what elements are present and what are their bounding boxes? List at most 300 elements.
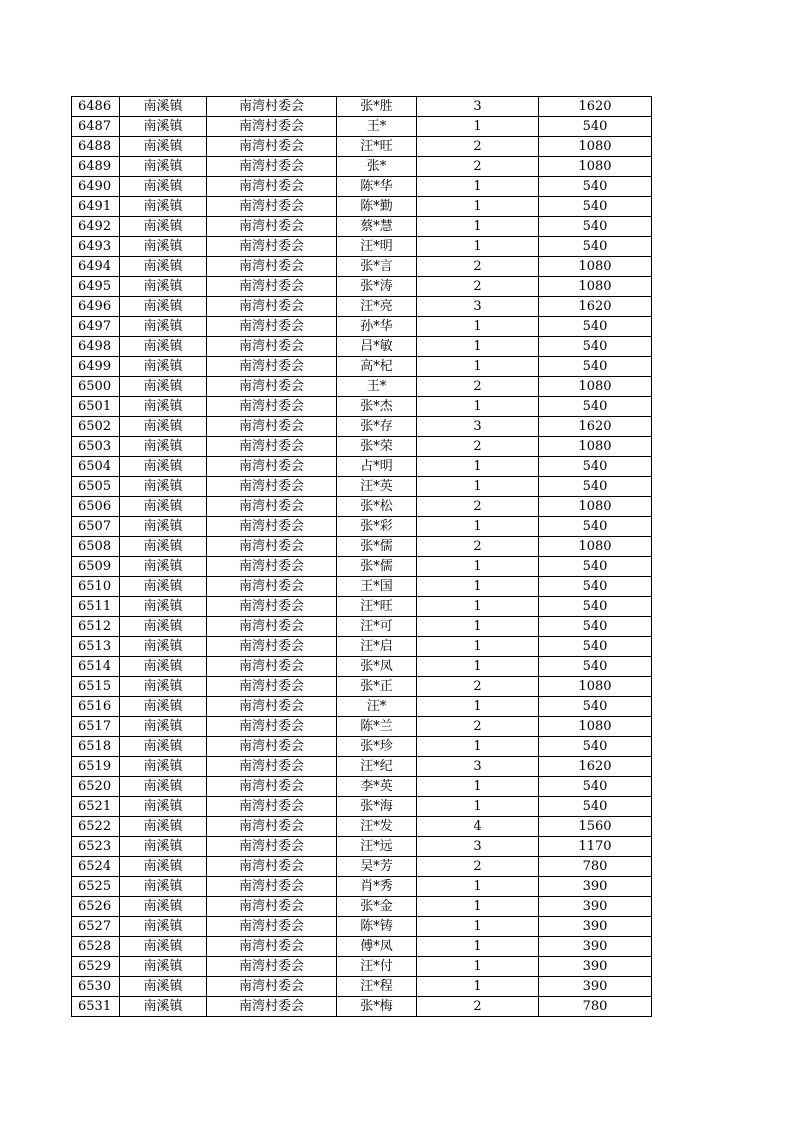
table-row bbox=[72, 97, 652, 117]
count-cell: 1 bbox=[417, 477, 539, 497]
table-row bbox=[72, 397, 652, 417]
amount-cell: 1560 bbox=[539, 817, 652, 837]
name-cell: 张*存 bbox=[337, 417, 417, 437]
row-id-cell: 6514 bbox=[72, 657, 120, 677]
town-cell: 南溪镇 bbox=[120, 317, 207, 337]
row-id-cell: 6491 bbox=[72, 197, 120, 217]
count-cell: 3 bbox=[417, 837, 539, 857]
count-cell: 4 bbox=[417, 817, 539, 837]
amount-cell: 1080 bbox=[539, 677, 652, 697]
amount-cell: 540 bbox=[539, 177, 652, 197]
row-id-cell: 6529 bbox=[72, 957, 120, 977]
table-row bbox=[72, 337, 652, 357]
table-row bbox=[72, 697, 652, 717]
table-row bbox=[72, 737, 652, 757]
amount-cell: 540 bbox=[539, 117, 652, 137]
amount-cell: 540 bbox=[539, 737, 652, 757]
town-cell: 南溪镇 bbox=[120, 497, 207, 517]
town-cell: 南溪镇 bbox=[120, 997, 207, 1017]
village-cell: 南湾村委会 bbox=[207, 397, 337, 417]
count-cell: 1 bbox=[417, 797, 539, 817]
village-cell: 南湾村委会 bbox=[207, 317, 337, 337]
amount-cell: 1620 bbox=[539, 417, 652, 437]
table-row bbox=[72, 637, 652, 657]
name-cell: 汪*英 bbox=[337, 477, 417, 497]
table-row bbox=[72, 777, 652, 797]
town-cell: 南溪镇 bbox=[120, 597, 207, 617]
row-id-cell: 6521 bbox=[72, 797, 120, 817]
table-row bbox=[72, 517, 652, 537]
count-cell: 1 bbox=[417, 697, 539, 717]
village-cell: 南湾村委会 bbox=[207, 497, 337, 517]
row-id-cell: 6526 bbox=[72, 897, 120, 917]
village-cell: 南湾村委会 bbox=[207, 537, 337, 557]
row-id-cell: 6520 bbox=[72, 777, 120, 797]
name-cell: 汪*启 bbox=[337, 637, 417, 657]
row-id-cell: 6492 bbox=[72, 217, 120, 237]
town-cell: 南溪镇 bbox=[120, 537, 207, 557]
town-cell: 南溪镇 bbox=[120, 437, 207, 457]
table-row bbox=[72, 797, 652, 817]
town-cell: 南溪镇 bbox=[120, 897, 207, 917]
row-id-cell: 6522 bbox=[72, 817, 120, 837]
count-cell: 1 bbox=[417, 897, 539, 917]
amount-cell: 540 bbox=[539, 237, 652, 257]
row-id-cell: 6495 bbox=[72, 277, 120, 297]
amount-cell: 1080 bbox=[539, 277, 652, 297]
row-id-cell: 6510 bbox=[72, 577, 120, 597]
village-cell: 南湾村委会 bbox=[207, 877, 337, 897]
amount-cell: 540 bbox=[539, 597, 652, 617]
table-row bbox=[72, 597, 652, 617]
row-id-cell: 6504 bbox=[72, 457, 120, 477]
name-cell: 张*杰 bbox=[337, 397, 417, 417]
amount-cell: 1080 bbox=[539, 717, 652, 737]
amount-cell: 1620 bbox=[539, 97, 652, 117]
count-cell: 2 bbox=[417, 497, 539, 517]
town-cell: 南溪镇 bbox=[120, 737, 207, 757]
village-cell: 南湾村委会 bbox=[207, 197, 337, 217]
table-row bbox=[72, 137, 652, 157]
amount-cell: 540 bbox=[539, 477, 652, 497]
amount-cell: 1620 bbox=[539, 757, 652, 777]
amount-cell: 540 bbox=[539, 697, 652, 717]
table-row bbox=[72, 977, 652, 997]
row-id-cell: 6486 bbox=[72, 97, 120, 117]
amount-cell: 540 bbox=[539, 197, 652, 217]
row-id-cell: 6531 bbox=[72, 997, 120, 1017]
table-row bbox=[72, 477, 652, 497]
village-cell: 南湾村委会 bbox=[207, 137, 337, 157]
row-id-cell: 6488 bbox=[72, 137, 120, 157]
row-id-cell: 6505 bbox=[72, 477, 120, 497]
village-cell: 南湾村委会 bbox=[207, 957, 337, 977]
town-cell: 南溪镇 bbox=[120, 137, 207, 157]
village-cell: 南湾村委会 bbox=[207, 677, 337, 697]
town-cell: 南溪镇 bbox=[120, 117, 207, 137]
amount-cell: 540 bbox=[539, 217, 652, 237]
village-cell: 南湾村委会 bbox=[207, 577, 337, 597]
village-cell: 南湾村委会 bbox=[207, 97, 337, 117]
name-cell: 张*正 bbox=[337, 677, 417, 697]
name-cell: 汪*亮 bbox=[337, 297, 417, 317]
name-cell: 汪* bbox=[337, 697, 417, 717]
amount-cell: 1620 bbox=[539, 297, 652, 317]
count-cell: 1 bbox=[417, 457, 539, 477]
row-id-cell: 6493 bbox=[72, 237, 120, 257]
table-row bbox=[72, 257, 652, 277]
count-cell: 2 bbox=[417, 437, 539, 457]
count-cell: 1 bbox=[417, 597, 539, 617]
village-cell: 南湾村委会 bbox=[207, 777, 337, 797]
amount-cell: 540 bbox=[539, 397, 652, 417]
town-cell: 南溪镇 bbox=[120, 237, 207, 257]
amount-cell: 390 bbox=[539, 977, 652, 997]
town-cell: 南溪镇 bbox=[120, 477, 207, 497]
name-cell: 张*松 bbox=[337, 497, 417, 517]
amount-cell: 390 bbox=[539, 937, 652, 957]
town-cell: 南溪镇 bbox=[120, 297, 207, 317]
amount-cell: 540 bbox=[539, 557, 652, 577]
town-cell: 南溪镇 bbox=[120, 777, 207, 797]
table-row bbox=[72, 837, 652, 857]
village-cell: 南湾村委会 bbox=[207, 377, 337, 397]
count-cell: 1 bbox=[417, 777, 539, 797]
town-cell: 南溪镇 bbox=[120, 817, 207, 837]
name-cell: 张*梅 bbox=[337, 997, 417, 1017]
table-row bbox=[72, 717, 652, 737]
town-cell: 南溪镇 bbox=[120, 357, 207, 377]
village-cell: 南湾村委会 bbox=[207, 417, 337, 437]
amount-cell: 540 bbox=[539, 617, 652, 637]
table-row bbox=[72, 677, 652, 697]
count-cell: 1 bbox=[417, 877, 539, 897]
count-cell: 2 bbox=[417, 157, 539, 177]
count-cell: 1 bbox=[417, 197, 539, 217]
name-cell: 张*儒 bbox=[337, 557, 417, 577]
village-cell: 南湾村委会 bbox=[207, 897, 337, 917]
amount-cell: 540 bbox=[539, 517, 652, 537]
count-cell: 1 bbox=[417, 177, 539, 197]
row-id-cell: 6503 bbox=[72, 437, 120, 457]
count-cell: 1 bbox=[417, 237, 539, 257]
town-cell: 南溪镇 bbox=[120, 677, 207, 697]
name-cell: 张*儒 bbox=[337, 537, 417, 557]
town-cell: 南溪镇 bbox=[120, 197, 207, 217]
village-cell: 南湾村委会 bbox=[207, 457, 337, 477]
name-cell: 汪*远 bbox=[337, 837, 417, 857]
name-cell: 孙*华 bbox=[337, 317, 417, 337]
table-row bbox=[72, 317, 652, 337]
name-cell: 傅*凤 bbox=[337, 937, 417, 957]
amount-cell: 1080 bbox=[539, 437, 652, 457]
row-id-cell: 6511 bbox=[72, 597, 120, 617]
row-id-cell: 6497 bbox=[72, 317, 120, 337]
row-id-cell: 6501 bbox=[72, 397, 120, 417]
row-id-cell: 6518 bbox=[72, 737, 120, 757]
town-cell: 南溪镇 bbox=[120, 517, 207, 537]
table-row bbox=[72, 117, 652, 137]
row-id-cell: 6502 bbox=[72, 417, 120, 437]
table-row bbox=[72, 557, 652, 577]
town-cell: 南溪镇 bbox=[120, 277, 207, 297]
amount-cell: 1080 bbox=[539, 497, 652, 517]
row-id-cell: 6487 bbox=[72, 117, 120, 137]
village-cell: 南湾村委会 bbox=[207, 757, 337, 777]
data-table bbox=[71, 96, 652, 1017]
town-cell: 南溪镇 bbox=[120, 457, 207, 477]
count-cell: 2 bbox=[417, 277, 539, 297]
count-cell: 1 bbox=[417, 957, 539, 977]
amount-cell: 540 bbox=[539, 577, 652, 597]
count-cell: 1 bbox=[417, 977, 539, 997]
town-cell: 南溪镇 bbox=[120, 377, 207, 397]
table-row bbox=[72, 897, 652, 917]
amount-cell: 1080 bbox=[539, 377, 652, 397]
table-row bbox=[72, 497, 652, 517]
name-cell: 吕*敏 bbox=[337, 337, 417, 357]
row-id-cell: 6512 bbox=[72, 617, 120, 637]
town-cell: 南溪镇 bbox=[120, 977, 207, 997]
name-cell: 张*珍 bbox=[337, 737, 417, 757]
town-cell: 南溪镇 bbox=[120, 337, 207, 357]
table-row bbox=[72, 937, 652, 957]
amount-cell: 1080 bbox=[539, 257, 652, 277]
table-row bbox=[72, 617, 652, 637]
table-row bbox=[72, 457, 652, 477]
town-cell: 南溪镇 bbox=[120, 657, 207, 677]
table-row bbox=[72, 177, 652, 197]
village-cell: 南湾村委会 bbox=[207, 297, 337, 317]
table-row bbox=[72, 357, 652, 377]
row-id-cell: 6523 bbox=[72, 837, 120, 857]
count-cell: 3 bbox=[417, 417, 539, 437]
count-cell: 3 bbox=[417, 97, 539, 117]
village-cell: 南湾村委会 bbox=[207, 257, 337, 277]
name-cell: 张*凤 bbox=[337, 657, 417, 677]
count-cell: 2 bbox=[417, 537, 539, 557]
row-id-cell: 6498 bbox=[72, 337, 120, 357]
count-cell: 1 bbox=[417, 557, 539, 577]
amount-cell: 780 bbox=[539, 857, 652, 877]
name-cell: 张*言 bbox=[337, 257, 417, 277]
town-cell: 南溪镇 bbox=[120, 257, 207, 277]
row-id-cell: 6489 bbox=[72, 157, 120, 177]
table-row bbox=[72, 537, 652, 557]
amount-cell: 540 bbox=[539, 357, 652, 377]
row-id-cell: 6496 bbox=[72, 297, 120, 317]
name-cell: 张*彩 bbox=[337, 517, 417, 537]
row-id-cell: 6528 bbox=[72, 937, 120, 957]
table-row bbox=[72, 817, 652, 837]
table-row bbox=[72, 877, 652, 897]
count-cell: 1 bbox=[417, 517, 539, 537]
row-id-cell: 6508 bbox=[72, 537, 120, 557]
row-id-cell: 6516 bbox=[72, 697, 120, 717]
village-cell: 南湾村委会 bbox=[207, 817, 337, 837]
name-cell: 肖*秀 bbox=[337, 877, 417, 897]
town-cell: 南溪镇 bbox=[120, 97, 207, 117]
village-cell: 南湾村委会 bbox=[207, 477, 337, 497]
town-cell: 南溪镇 bbox=[120, 757, 207, 777]
name-cell: 陈*兰 bbox=[337, 717, 417, 737]
name-cell: 汪*纪 bbox=[337, 757, 417, 777]
village-cell: 南湾村委会 bbox=[207, 597, 337, 617]
count-cell: 3 bbox=[417, 757, 539, 777]
name-cell: 张*涛 bbox=[337, 277, 417, 297]
row-id-cell: 6527 bbox=[72, 917, 120, 937]
village-cell: 南湾村委会 bbox=[207, 837, 337, 857]
name-cell: 张*荣 bbox=[337, 437, 417, 457]
village-cell: 南湾村委会 bbox=[207, 557, 337, 577]
amount-cell: 540 bbox=[539, 337, 652, 357]
count-cell: 1 bbox=[417, 337, 539, 357]
name-cell: 吴*芳 bbox=[337, 857, 417, 877]
table-row bbox=[72, 377, 652, 397]
row-id-cell: 6525 bbox=[72, 877, 120, 897]
village-cell: 南湾村委会 bbox=[207, 997, 337, 1017]
table-row bbox=[72, 277, 652, 297]
amount-cell: 390 bbox=[539, 877, 652, 897]
name-cell: 汪*旺 bbox=[337, 137, 417, 157]
village-cell: 南湾村委会 bbox=[207, 437, 337, 457]
name-cell: 汪*可 bbox=[337, 617, 417, 637]
name-cell: 汪*发 bbox=[337, 817, 417, 837]
name-cell: 张*金 bbox=[337, 897, 417, 917]
amount-cell: 390 bbox=[539, 897, 652, 917]
name-cell: 李*英 bbox=[337, 777, 417, 797]
village-cell: 南湾村委会 bbox=[207, 177, 337, 197]
table-body bbox=[72, 97, 652, 1017]
village-cell: 南湾村委会 bbox=[207, 117, 337, 137]
row-id-cell: 6530 bbox=[72, 977, 120, 997]
village-cell: 南湾村委会 bbox=[207, 797, 337, 817]
amount-cell: 540 bbox=[539, 797, 652, 817]
amount-cell: 540 bbox=[539, 777, 652, 797]
amount-cell: 1080 bbox=[539, 157, 652, 177]
name-cell: 蔡*慧 bbox=[337, 217, 417, 237]
name-cell: 张*海 bbox=[337, 797, 417, 817]
count-cell: 2 bbox=[417, 677, 539, 697]
amount-cell: 390 bbox=[539, 917, 652, 937]
amount-cell: 1080 bbox=[539, 137, 652, 157]
count-cell: 1 bbox=[417, 737, 539, 757]
town-cell: 南溪镇 bbox=[120, 877, 207, 897]
village-cell: 南湾村委会 bbox=[207, 977, 337, 997]
count-cell: 1 bbox=[417, 317, 539, 337]
table-row bbox=[72, 217, 652, 237]
town-cell: 南溪镇 bbox=[120, 917, 207, 937]
count-cell: 3 bbox=[417, 297, 539, 317]
town-cell: 南溪镇 bbox=[120, 797, 207, 817]
count-cell: 2 bbox=[417, 717, 539, 737]
village-cell: 南湾村委会 bbox=[207, 917, 337, 937]
name-cell: 王* bbox=[337, 377, 417, 397]
village-cell: 南湾村委会 bbox=[207, 737, 337, 757]
name-cell: 张*胜 bbox=[337, 97, 417, 117]
count-cell: 2 bbox=[417, 257, 539, 277]
name-cell: 王*国 bbox=[337, 577, 417, 597]
name-cell: 汪*付 bbox=[337, 957, 417, 977]
count-cell: 1 bbox=[417, 637, 539, 657]
row-id-cell: 6506 bbox=[72, 497, 120, 517]
name-cell: 陈*勤 bbox=[337, 197, 417, 217]
town-cell: 南溪镇 bbox=[120, 957, 207, 977]
row-id-cell: 6513 bbox=[72, 637, 120, 657]
town-cell: 南溪镇 bbox=[120, 697, 207, 717]
town-cell: 南溪镇 bbox=[120, 417, 207, 437]
town-cell: 南溪镇 bbox=[120, 577, 207, 597]
village-cell: 南湾村委会 bbox=[207, 217, 337, 237]
name-cell: 汪*程 bbox=[337, 977, 417, 997]
count-cell: 1 bbox=[417, 397, 539, 417]
row-id-cell: 6515 bbox=[72, 677, 120, 697]
table-row bbox=[72, 237, 652, 257]
village-cell: 南湾村委会 bbox=[207, 937, 337, 957]
table-row bbox=[72, 657, 652, 677]
table-row bbox=[72, 957, 652, 977]
table-row bbox=[72, 997, 652, 1017]
count-cell: 1 bbox=[417, 917, 539, 937]
table-row bbox=[72, 297, 652, 317]
table-row bbox=[72, 197, 652, 217]
amount-cell: 540 bbox=[539, 657, 652, 677]
name-cell: 张* bbox=[337, 157, 417, 177]
row-id-cell: 6524 bbox=[72, 857, 120, 877]
town-cell: 南溪镇 bbox=[120, 717, 207, 737]
count-cell: 1 bbox=[417, 577, 539, 597]
count-cell: 2 bbox=[417, 137, 539, 157]
count-cell: 2 bbox=[417, 857, 539, 877]
town-cell: 南溪镇 bbox=[120, 397, 207, 417]
row-id-cell: 6517 bbox=[72, 717, 120, 737]
count-cell: 2 bbox=[417, 997, 539, 1017]
amount-cell: 540 bbox=[539, 457, 652, 477]
row-id-cell: 6519 bbox=[72, 757, 120, 777]
village-cell: 南湾村委会 bbox=[207, 357, 337, 377]
amount-cell: 540 bbox=[539, 317, 652, 337]
name-cell: 陈*铸 bbox=[337, 917, 417, 937]
row-id-cell: 6499 bbox=[72, 357, 120, 377]
count-cell: 1 bbox=[417, 657, 539, 677]
village-cell: 南湾村委会 bbox=[207, 637, 337, 657]
village-cell: 南湾村委会 bbox=[207, 277, 337, 297]
village-cell: 南湾村委会 bbox=[207, 697, 337, 717]
row-id-cell: 6507 bbox=[72, 517, 120, 537]
village-cell: 南湾村委会 bbox=[207, 717, 337, 737]
table-row bbox=[72, 857, 652, 877]
count-cell: 1 bbox=[417, 617, 539, 637]
name-cell: 占*明 bbox=[337, 457, 417, 477]
town-cell: 南溪镇 bbox=[120, 177, 207, 197]
count-cell: 1 bbox=[417, 117, 539, 137]
amount-cell: 1080 bbox=[539, 537, 652, 557]
table-row bbox=[72, 157, 652, 177]
amount-cell: 780 bbox=[539, 997, 652, 1017]
table-row bbox=[72, 757, 652, 777]
town-cell: 南溪镇 bbox=[120, 837, 207, 857]
village-cell: 南湾村委会 bbox=[207, 337, 337, 357]
village-cell: 南湾村委会 bbox=[207, 517, 337, 537]
row-id-cell: 6500 bbox=[72, 377, 120, 397]
count-cell: 1 bbox=[417, 217, 539, 237]
name-cell: 汪*旺 bbox=[337, 597, 417, 617]
table-row bbox=[72, 577, 652, 597]
count-cell: 1 bbox=[417, 937, 539, 957]
count-cell: 2 bbox=[417, 377, 539, 397]
town-cell: 南溪镇 bbox=[120, 857, 207, 877]
village-cell: 南湾村委会 bbox=[207, 157, 337, 177]
